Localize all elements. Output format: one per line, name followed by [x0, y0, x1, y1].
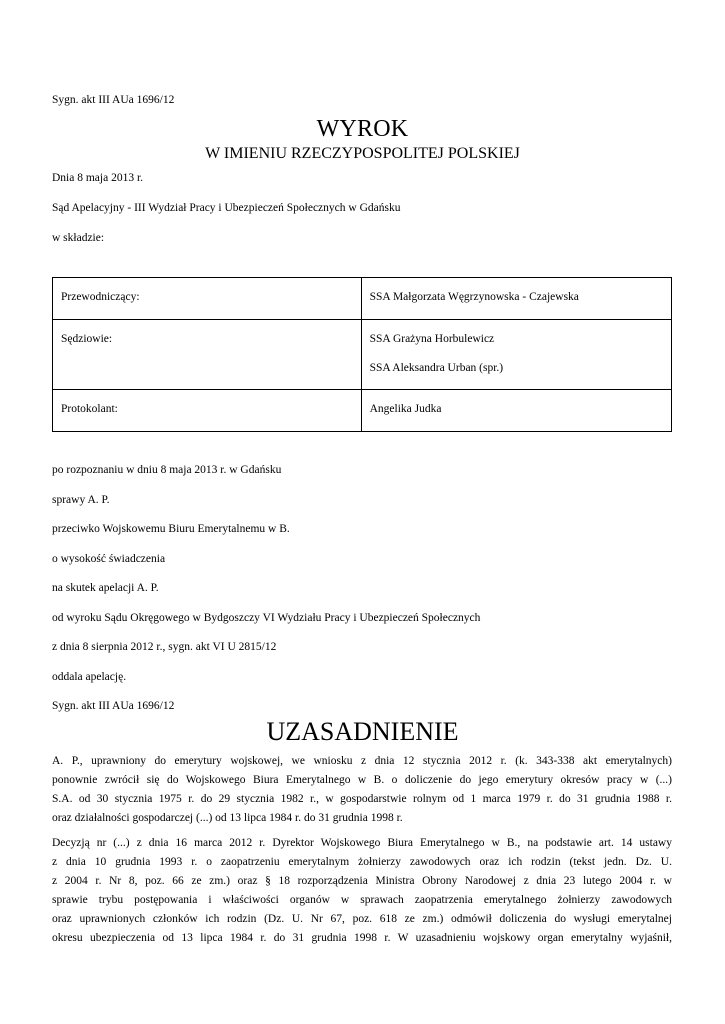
ruling-line: oddala apelację. — [52, 671, 127, 683]
ruling-line: od wyroku Sądu Okręgowego w Bydgoszczy VI Wydziału Pracy i Ubezpieczeń Społecznych — [52, 612, 481, 624]
paragraph-line: oraz działalności gospodarczej (...) od 13 lipca 1984 r. do 31 grudnia 1998 r. — [52, 812, 403, 824]
judges-label: Sędziowie: — [53, 320, 362, 390]
justification-title: UZASADNIENIE — [266, 717, 459, 746]
bench-table — [52, 277, 672, 432]
case-signature-top: Sygn. akt III AUa 1696/12 — [52, 94, 175, 106]
paragraph-line: z 2004 r. Nr 8, poz. 66 ze zm.) oraz § 18 rozporządzenia Ministra Obrony Narodowej z dnia 23 lutego 2004 r. w — [52, 875, 672, 887]
document-subtitle: W IMIENIU RZECZYPOSPOLITEJ POLSKIEJ — [205, 145, 520, 162]
presiding-value: SSA Małgorzata Węgrzynowska - Czajewska — [361, 278, 671, 320]
paragraph-line: ponownie zwrócił się do Wojskowego Biura Emerytalnego w B. o doliczenie do jego emerytury okresów pracy w (...) — [52, 774, 672, 786]
judges-cell — [361, 320, 671, 390]
paragraph-line: S.A. od 30 stycznia 1975 r. do 29 stycznia 1982 r., w gospodarstwie rolnym od 1 marca 1979 r. do 31 grudnia 1988 r. — [52, 793, 672, 805]
table-row — [53, 390, 672, 432]
paragraph-line: okresu ubezpieczenia od 13 lipca 1984 r. do 31 grudnia 1998 r. W uzasadnieniu wojskowy organ emerytalny wyjaśnił, — [52, 932, 672, 944]
ruling-line: o wysokość świadczenia — [52, 553, 166, 565]
presiding-label: Przewodniczący: — [53, 278, 362, 320]
table-row — [53, 320, 672, 390]
paragraph-line: Decyzją nr (...) z dnia 16 marca 2012 r. Dyrektor Wojskowego Biura Emerytalnego w B., na podstawie art. 14 ustawy — [52, 837, 672, 849]
ruling-line: po rozpoznaniu w dniu 8 maja 2013 r. w Gdańsku — [52, 464, 282, 476]
court-name: Sąd Apelacyjny - III Wydział Pracy i Ubezpieczeń Społecznych w Gdańsku — [52, 202, 401, 214]
ruling-line: sprawy A. P. — [52, 494, 110, 506]
composition-label: w składzie: — [52, 232, 105, 244]
ruling-line: na skutek apelacji A. P. — [52, 582, 159, 594]
ruling-line: z dnia 8 sierpnia 2012 r., sygn. akt VI U 2815/12 — [52, 641, 277, 653]
justification-paragraph-1 — [52, 752, 672, 828]
justification-paragraph-2 — [52, 834, 672, 948]
judge-name: SSA Grażyna Horbulewicz — [369, 333, 495, 345]
case-signature-bottom: Sygn. akt III AUa 1696/12 — [52, 700, 175, 712]
judge-name: SSA Aleksandra Urban (spr.) — [369, 361, 504, 374]
paragraph-line: z dnia 10 grudnia 1993 r. o zaopatrzeniu emerytalnym żołnierzy zawodowych oraz ich rodzin (tekst jedn. Dz. U. — [52, 856, 672, 868]
judgment-date: Dnia 8 maja 2013 r. — [52, 172, 144, 184]
paragraph-line: A. P., uprawniony do emerytury wojskowej, we wniosku z dnia 12 stycznia 2012 r. (k. 343-338 akt emerytalnych) — [52, 755, 672, 767]
ruling-line: przeciwko Wojskowemu Biuru Emerytalnemu w B. — [52, 523, 290, 535]
clerk-value: Angelika Judka — [361, 390, 671, 432]
paragraph-line: oraz uprawnionych członków ich rodzin (Dz. U. Nr 67, poz. 618 ze zm.) odmówił doliczenia do wysługi emerytalnej — [52, 913, 672, 925]
table-row — [53, 278, 672, 320]
paragraph-line: sprawie trybu postępowania i właściwości organów w sprawach zaopatrzenia emerytalnego żołnierzy zawodowych — [52, 894, 672, 906]
document-title: WYROK — [316, 116, 409, 142]
clerk-label: Protokolant: — [53, 390, 362, 432]
